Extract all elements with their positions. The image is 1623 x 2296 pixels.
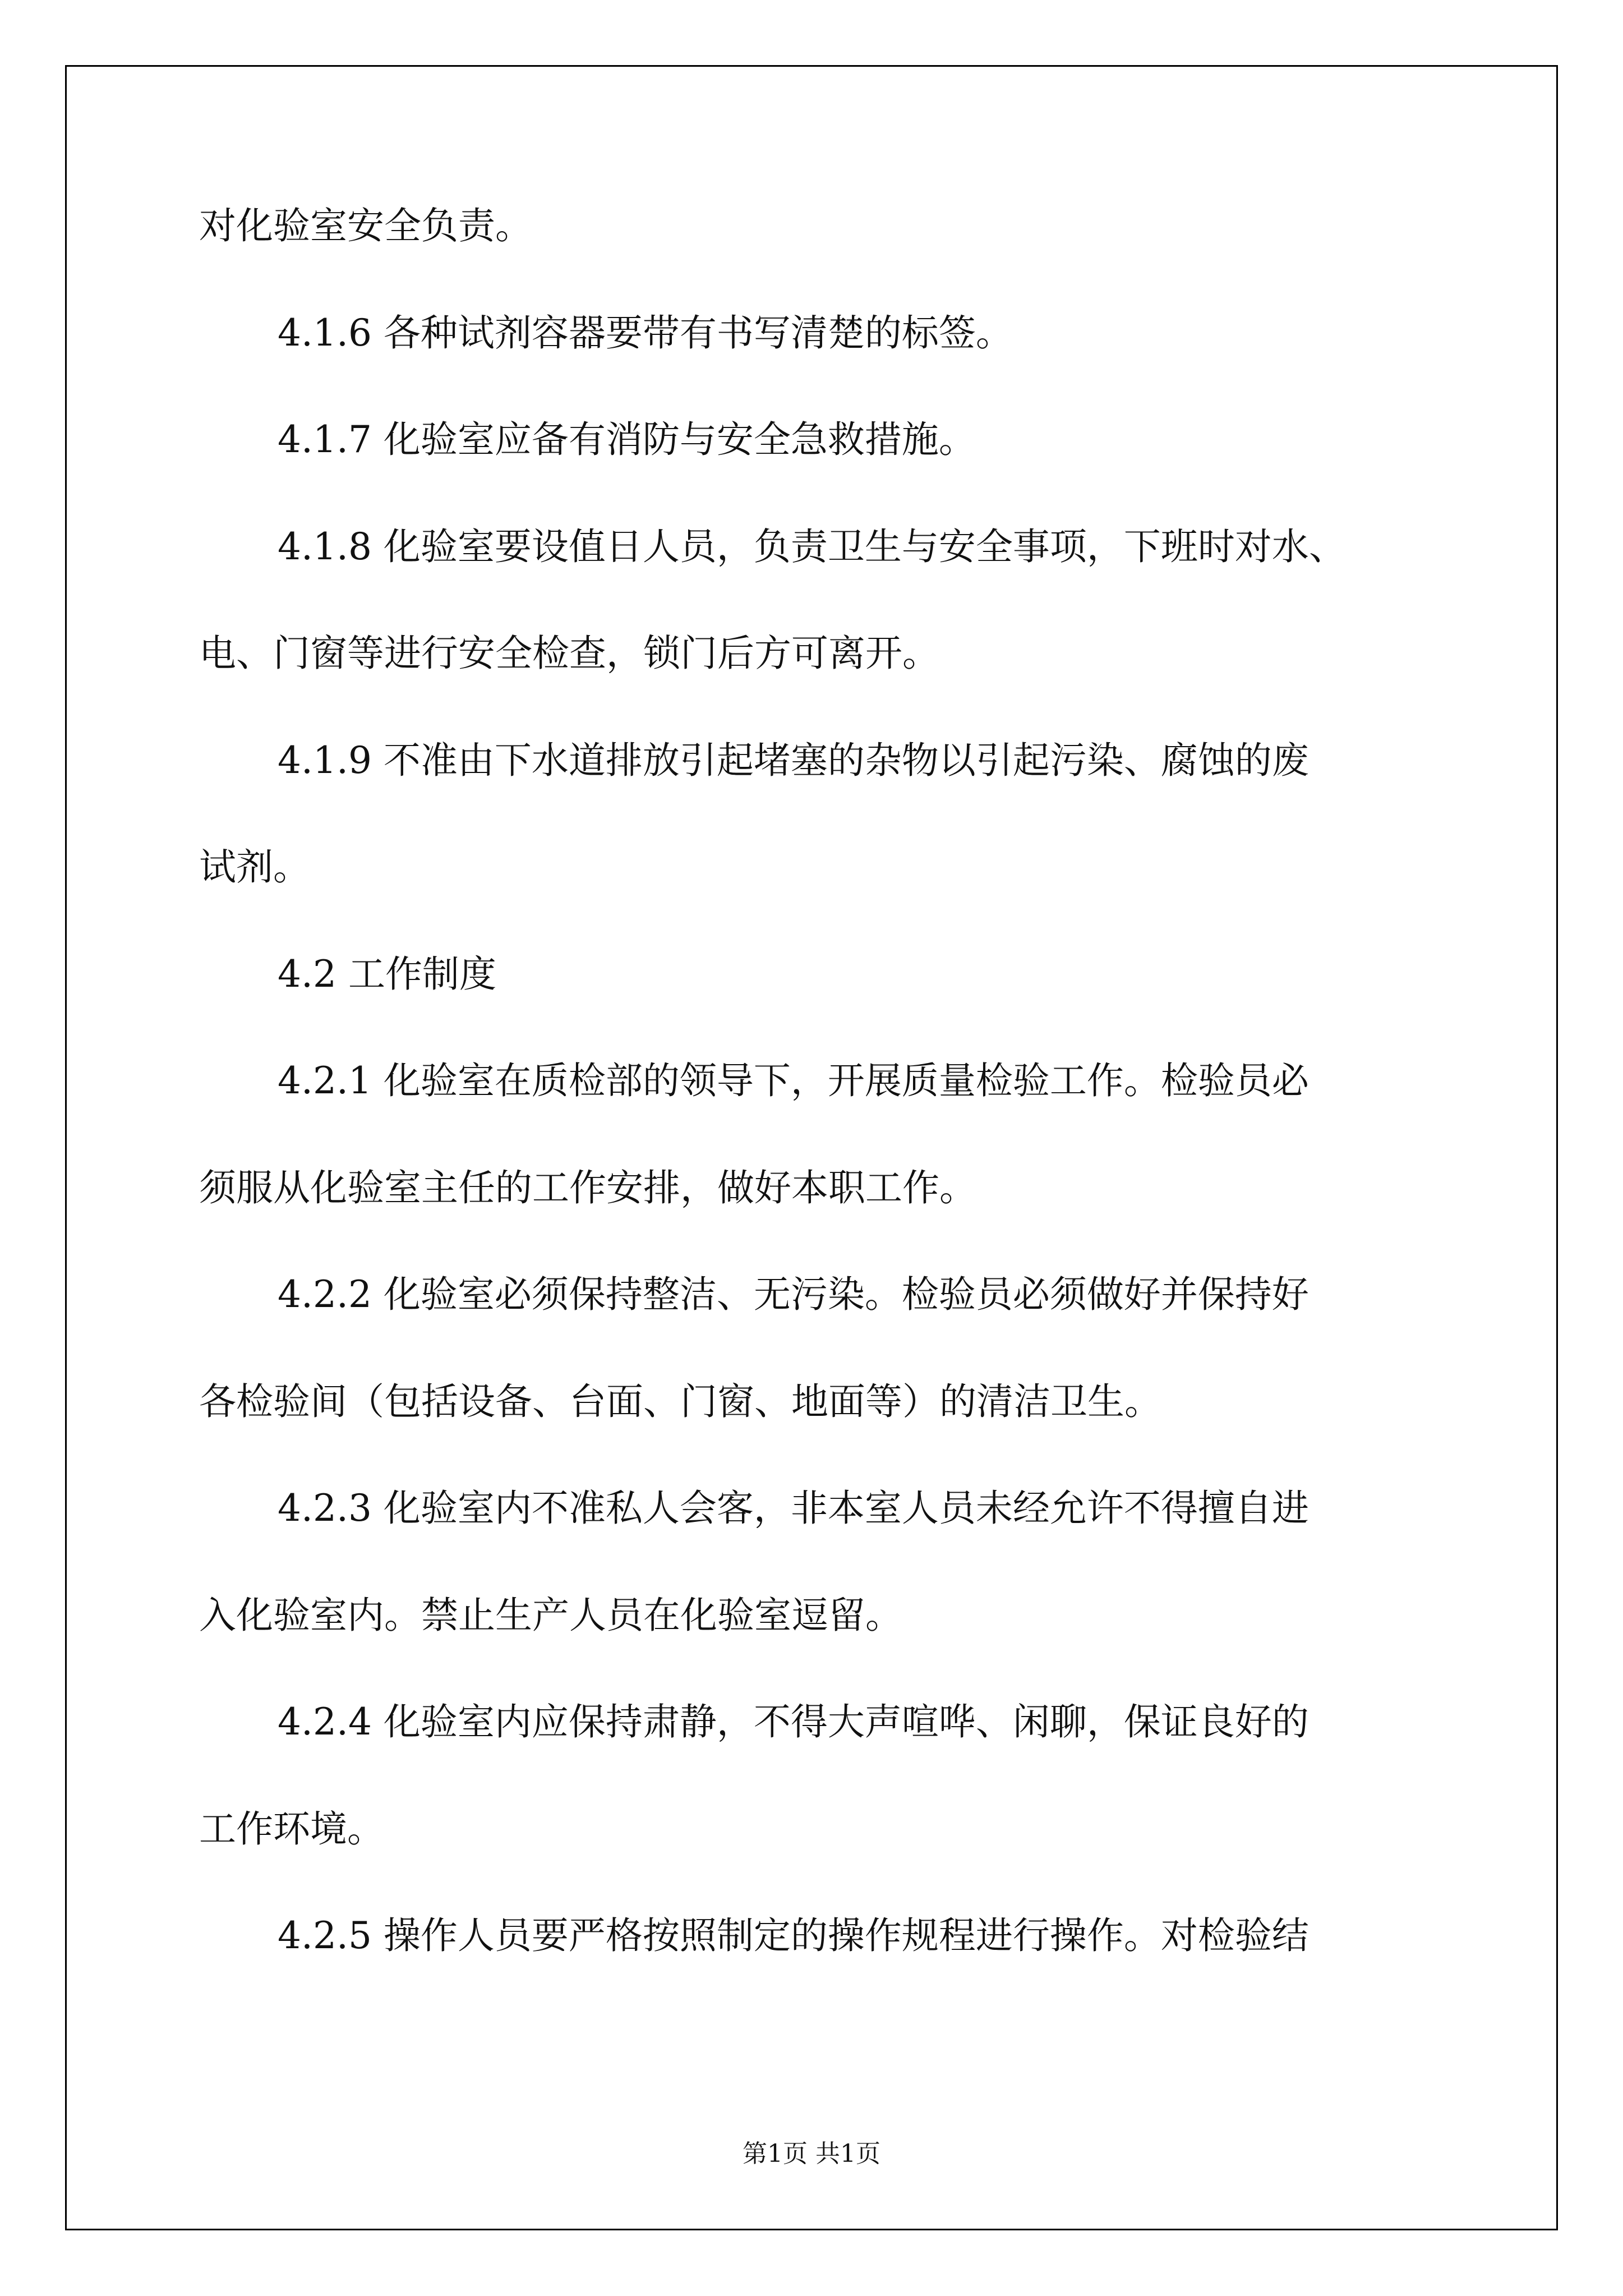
- text-line: 4.2.3 化验室内不准私人会客，非本室人员未经允许不得擅自进: [278, 1487, 1309, 1530]
- text-line: 试剂。: [199, 845, 310, 889]
- page-border: [65, 65, 1558, 2230]
- text-line: 入化验室内。禁止生产人员在化验室逗留。: [199, 1594, 902, 1637]
- section-heading: 4.2 工作制度: [278, 953, 496, 996]
- text-line: 工作环境。: [199, 1807, 384, 1851]
- text-line: 须服从化验室主任的工作安排，做好本职工作。: [199, 1166, 976, 1209]
- text-line: 4.2.4 化验室内应保持肃静，不得大声喧哗、闲聊，保证良好的: [278, 1700, 1309, 1743]
- text-line: 4.2.5 操作人员要严格按照制定的操作规程进行操作。对检验结: [278, 1914, 1309, 1957]
- page-footer: 第1页 共1页: [743, 2139, 880, 2168]
- text-line: 对化验室安全负责。: [199, 204, 532, 247]
- text-line: 各检验间（包括设备、台面、门窗、地面等）的清洁卫生。: [199, 1380, 1161, 1423]
- text-line: 4.2.2 化验室必须保持整洁、无污染。检验员必须做好并保持好: [278, 1273, 1309, 1316]
- text-line: 4.2.1 化验室在质检部的领导下，开展质量检验工作。检验员必: [278, 1059, 1309, 1102]
- text-line: 电、门窗等进行安全检查，锁门后方可离开。: [199, 632, 939, 675]
- text-line: 4.1.9 不准由下水道排放引起堵塞的杂物以引起污染、腐蚀的废: [278, 739, 1309, 782]
- text-line: 4.1.8 化验室要设值日人员，负责卫生与安全事项，下班时对水、: [278, 525, 1346, 568]
- text-line: 4.1.7 化验室应备有消防与安全急救措施。: [278, 418, 976, 461]
- text-line: 4.1.6 各种试剂容器要带有书写清楚的标签。: [278, 311, 1013, 355]
